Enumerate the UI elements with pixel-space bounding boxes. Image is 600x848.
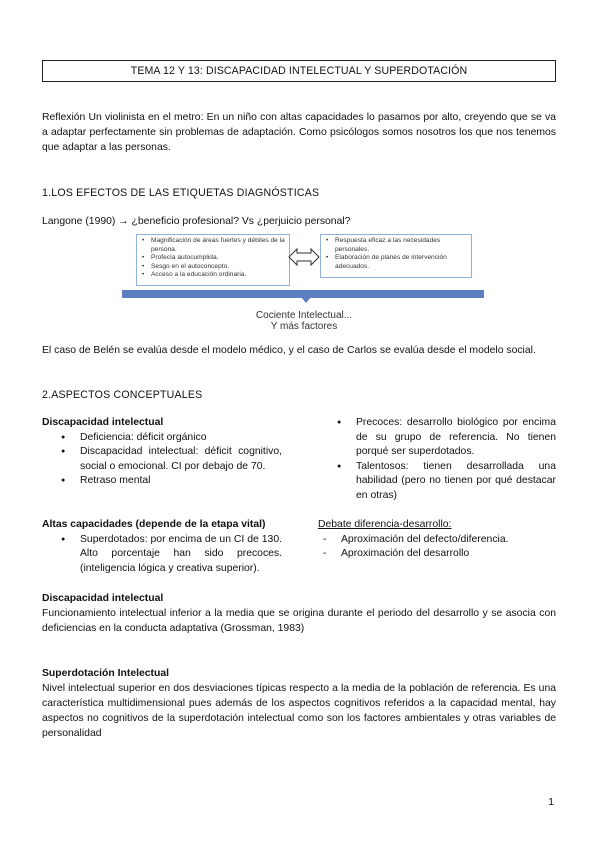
page-title: TEMA 12 Y 13: DISCAPACIDAD INTELECTUAL Y SUPERDOTACIÓN <box>42 60 556 82</box>
altas-title: Altas capacidades (depende de la etapa vital) <box>42 519 266 530</box>
debate-block <box>318 518 556 562</box>
discapacidad-block <box>42 416 282 489</box>
diagram-right-item: • Respuesta eficaz a las necesidades personales. <box>325 237 467 254</box>
diagram-left-item: • Sesgo en el autoconcepto. <box>141 263 285 272</box>
diagram-left-item: • Acceso a la educación ordinaria. <box>141 271 285 280</box>
section2-heading: 2.ASPECTOS CONCEPTUALES <box>42 389 203 401</box>
def-superdotacion-text: Nivel intelectual superior en dos desviaciones típicas respecto a la media de la población de referencia. Es una característica multidimensional pues además de los aspectos cognitivos referidos a la capacidad mental, hay aspectos no cognitivos de la superdotación intelectual como son los factores ambientales y otras variables de personalidad <box>42 683 556 739</box>
caption-line-1: Cociente Intelectual... <box>255 310 353 321</box>
down-arrow-icon <box>301 297 311 303</box>
diagram-left-item: • Magnificación de áreas fuertes y débiles de la persona. <box>141 237 285 254</box>
list-item: ● Superdotados: por encima de un CI de 130. Alto porcentaje han sido precoces.(inteligencia lógica y creativa superior). <box>57 533 282 577</box>
langone-line: Langone (1990) → ¿beneficio profesional? Vs ¿perjuicio personal? <box>42 216 351 227</box>
caption-line-2: Y más factores <box>270 321 338 332</box>
diagram-left-item: • Profecía autocumplida. <box>141 254 285 263</box>
diagram-right-item: • Elaboración de planes de intervención adecuados. <box>325 254 467 271</box>
reflection-paragraph: Reflexión Un violinista en el metro: En un niño con altas capacidades lo pasamos por alto, creyendo que se va a adaptar perfectamente sin problemas de adaptación. Como psicólogos somos nosotros los que nos tenemos que adaptar a las personas. <box>42 112 556 153</box>
list-item: - Aproximación del desarrollo <box>318 547 556 562</box>
debate-title: Debate diferencia-desarrollo: <box>318 519 452 530</box>
list-item: - Aproximación del defecto/diferencia. <box>318 533 556 548</box>
double-arrow-icon <box>286 246 322 268</box>
def-superdotacion-title: Superdotación Intelectual <box>42 668 170 679</box>
diagram-caption <box>118 310 490 332</box>
def-discapacidad-title: Discapacidad intelectual <box>42 593 164 604</box>
def-discapacidad-text: Funcionamiento intelectual inferior a la media que se origina durante el periodo del desarrollo y se asocia con deficiencias en la conducta adaptativa (Grossman, 1983) <box>42 608 556 634</box>
list-item: ● Discapacidad intelectual: déficit cognitivo, social o emocional. CI por debajo de 70. <box>57 445 282 474</box>
discapacidad-title: Discapacidad intelectual <box>42 417 164 428</box>
labels-diagram <box>118 234 490 336</box>
right-column-block <box>318 416 556 503</box>
section1-heading: 1.LOS EFECTOS DE LAS ETIQUETAS DIAGNÓSTICAS <box>42 187 320 199</box>
page-number: 1 <box>548 797 554 808</box>
list-item: ● Precoces: desarrollo biológico por encima de su grupo de referencia. No tienen porqué ser superdotados. <box>333 416 556 460</box>
diagram-left-box <box>136 234 290 286</box>
list-item: ● Talentosos: tienen desarrollada una habilidad (pero no tienen por qué destacar en otras) <box>333 460 556 504</box>
altas-block <box>42 518 282 576</box>
cases-paragraph: El caso de Belén se evalúa desde el modelo médico, y el caso de Carlos se evalúa desde el modelo social. <box>42 345 536 356</box>
list-item: ● Retraso mental <box>57 474 282 489</box>
diagram-right-box <box>320 234 472 278</box>
list-item: ● Deficiencia: déficit orgánico <box>57 431 282 446</box>
